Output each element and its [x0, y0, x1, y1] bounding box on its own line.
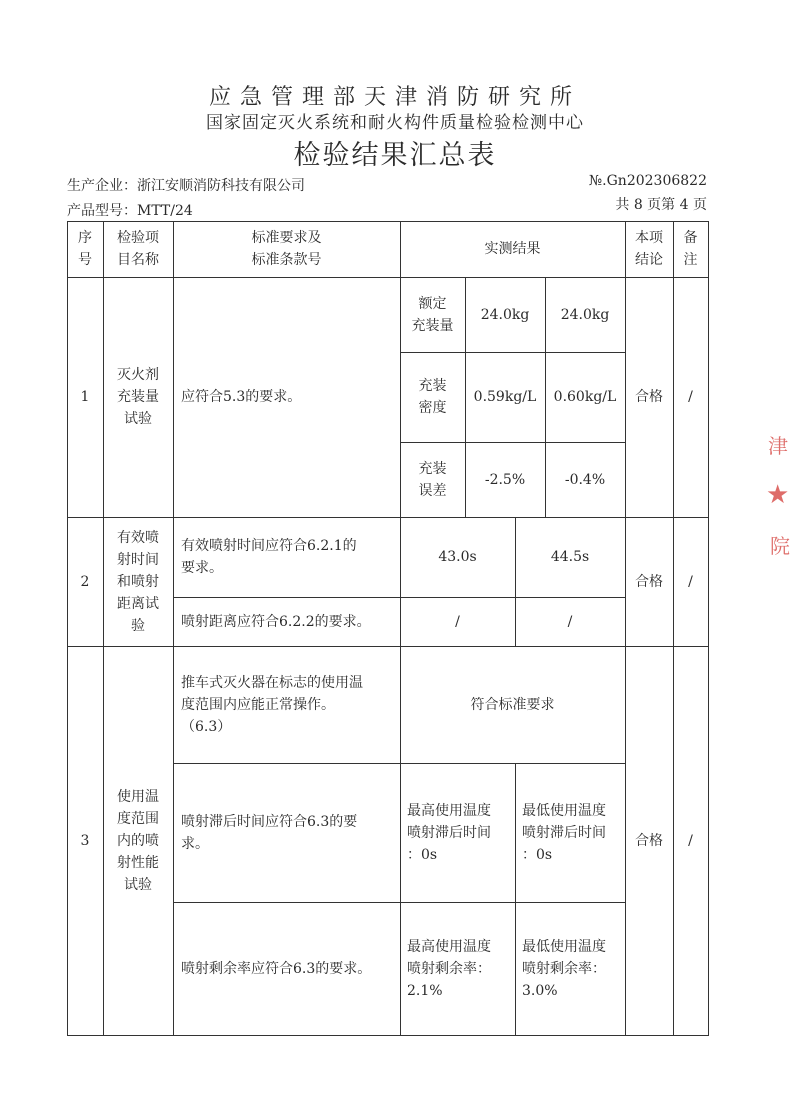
row1-value: 24.0kg	[480, 306, 530, 323]
row3-value: 最高使用温度 喷射滞后时间 ：0s	[407, 802, 491, 863]
row1-value: 0.60kg/L	[553, 389, 617, 405]
product-model: 产品型号：MTT/24	[67, 203, 193, 219]
report-number: №.Gn202306822	[588, 173, 707, 189]
row1-item: 灭火剂 充装量 试验	[117, 367, 159, 427]
row1-seq: 1	[80, 389, 90, 405]
row2-standard: 喷射距离应符合6.2.2的要求。	[181, 613, 371, 630]
center-name: 国家固定灭火系统和耐火构件质量检验检测中心	[206, 113, 584, 133]
row1-sub-label: 额定 充装量	[411, 295, 454, 334]
row2-value: /	[455, 613, 460, 630]
row1-standard: 应符合5.3的要求。	[181, 389, 302, 405]
row3-value: 最低使用温度 喷射滞后时间 ：0s	[522, 802, 606, 863]
row3-conclusion: 合格	[635, 832, 663, 849]
row2-seq: 2	[80, 573, 90, 590]
row2-remark: /	[688, 573, 693, 590]
row1-conclusion: 合格	[635, 389, 663, 405]
header-seq: 序 号	[78, 230, 92, 268]
manufacturer: 生产企业：浙江安顺消防科技有限公司	[67, 178, 305, 194]
row1-value: 24.0kg	[560, 306, 610, 323]
row2-value: /	[567, 613, 573, 630]
row3-standard: 喷射剩余率应符合6.3的要求。	[181, 960, 372, 977]
row1-value: 0.59kg/L	[473, 389, 537, 405]
header-remark: 备 注	[683, 230, 698, 268]
row2-item: 有效喷 射时间 和喷射 距离试 验	[117, 529, 159, 634]
row3-value: 最高使用温度 喷射剩余率： 2.1%	[407, 938, 491, 999]
header-item: 检验项 目名称	[117, 230, 159, 268]
row3-item: 使用温 度范围 内的喷 射性能 试验	[117, 788, 159, 893]
row3-standard: 推车式灭火器在标志的使用温 度范围内应能正常操作。 （6.3）	[181, 674, 363, 735]
row2-standard: 有效喷射时间应符合6.2.1的 要求。	[181, 538, 357, 576]
page-count: 共 8 页第 4 页	[615, 197, 707, 213]
row2-conclusion: 合格	[635, 573, 663, 590]
table-border-right	[708, 221, 709, 1036]
seal-stamp: 津 ★ 院	[766, 434, 790, 558]
row3-value: 最低使用温度 喷射剩余率： 3.0%	[522, 938, 606, 999]
row3-remark: /	[688, 832, 693, 849]
page-title: 检验结果汇总表	[293, 140, 497, 171]
table-border-bottom	[67, 1035, 708, 1036]
row1-sub-label: 充装 误差	[418, 460, 447, 499]
row1-remark: /	[688, 389, 693, 405]
header-result: 实测结果	[484, 241, 541, 257]
header-standard: 标准要求及 标准条款号	[251, 230, 322, 268]
row2-value: 44.5s	[550, 549, 590, 565]
institute-name: 应急管理部天津消防研究所	[208, 85, 581, 110]
row1-value: -0.4%	[564, 471, 606, 488]
row3-standard: 喷射滞后时间应符合6.3的要 求。	[181, 813, 358, 852]
row1-value: -2.5%	[484, 471, 526, 488]
header-conclusion: 本项 结论	[635, 230, 663, 268]
row3-seq: 3	[80, 832, 90, 849]
row2-value: 43.0s	[438, 549, 477, 565]
row3-result: 符合标准要求	[470, 696, 555, 713]
row1-sub-label: 充装 密度	[418, 378, 447, 416]
